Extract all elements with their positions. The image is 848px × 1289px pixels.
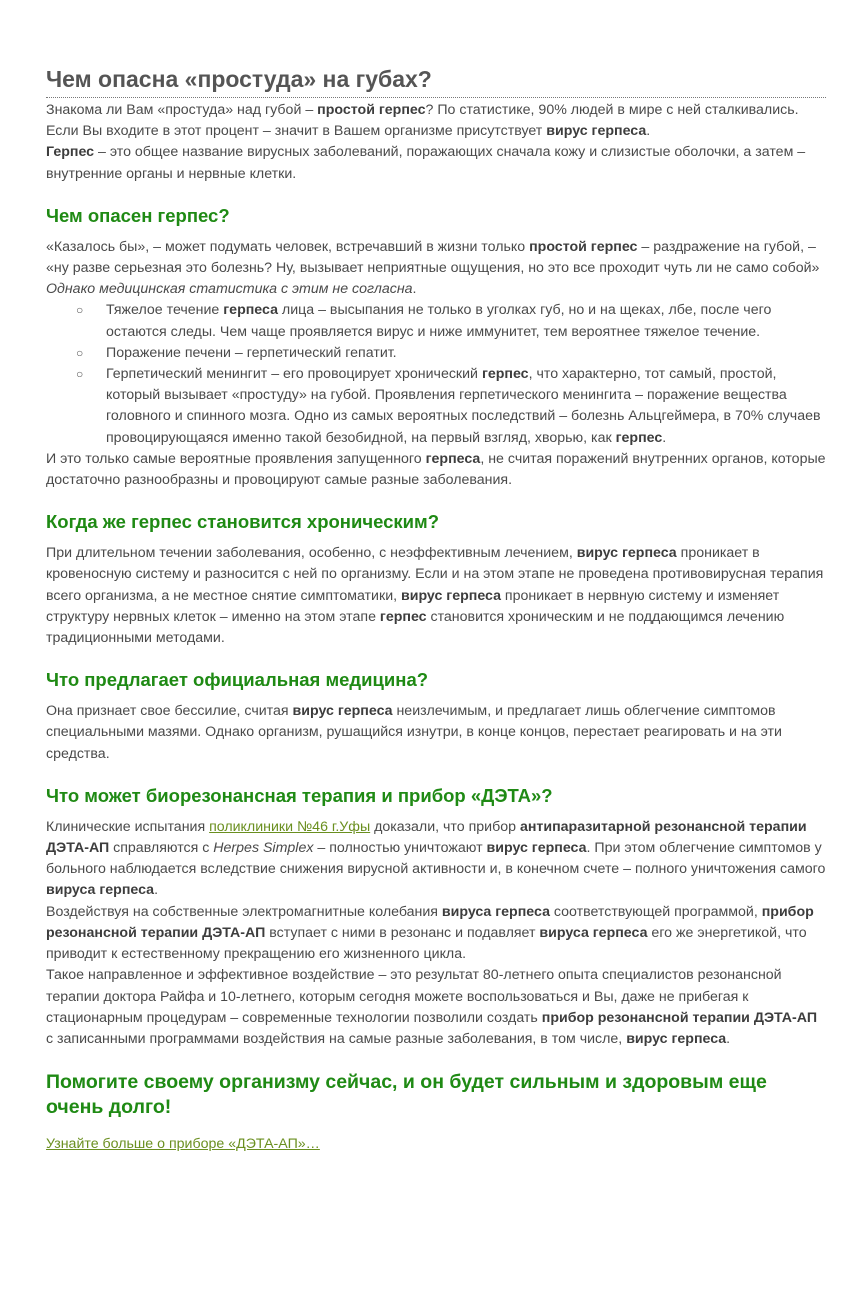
- text: , что характерно, тот самый, простой, который вызывает «простуду» на губой. Проявления герпетического менингита – поражение вещества головного и спинного мозга. Одно из самых вероятных последствий – болезнь Альцгеймера, в 70% случаев провоцирующаяся именно такой безобидной, на первый взгляд, хворью, как: [106, 366, 821, 446]
- bold-term: вируса герпеса: [441, 903, 550, 920]
- page-title: Чем опасна «простуда» на губах?: [46, 64, 826, 98]
- text: становится хроническим и не поддающимся лечению традиционными методами.: [46, 608, 785, 647]
- section4-paragraph-1: [46, 817, 826, 902]
- text: И это только самые вероятные проявления запущенного: [46, 450, 426, 467]
- bold-term: герпес: [379, 608, 427, 625]
- section4-paragraph-3: [46, 965, 826, 1050]
- list-item: [76, 300, 826, 342]
- bold-term: герпеса: [425, 450, 481, 467]
- text: При длительном течении заболевания, особенно, с неэффективным лечением,: [46, 545, 577, 562]
- text: Тяжелое течение: [106, 302, 224, 319]
- text: Клинические испытания: [46, 818, 210, 835]
- list-item: [76, 364, 826, 449]
- text: .: [662, 429, 667, 446]
- text: его же энергетикой, что приводит к естественному прекращению его жизненного цикла.: [46, 924, 807, 963]
- text: соответствующей программой,: [549, 903, 762, 920]
- text: . При этом облегчение симптомов у больного наблюдается вследствие снижения вирусной активности и, в конечном счете – полного уничтожения самого: [46, 840, 826, 878]
- list-item: [76, 343, 826, 364]
- bold-term: простой герпес: [317, 102, 426, 118]
- bold-term: прибор резонансной терапии ДЭТА-АП: [541, 1009, 818, 1026]
- text: проникает в нервную систему и изменяет структуру нервных клеток – именно на этом этапе: [46, 587, 780, 625]
- section3-paragraph: [46, 701, 826, 765]
- closing-link-paragraph: [46, 1134, 826, 1155]
- section-heading-deta: Что может биорезонансная терапия и прибор «ДЭТА»?: [46, 784, 553, 806]
- intro-paragraph: [46, 100, 826, 185]
- section-heading-danger: Чем опасен герпес?: [46, 204, 230, 226]
- bold-term: вирус герпеса: [546, 123, 647, 140]
- text: .: [646, 123, 651, 140]
- bullet-circle-icon: ○: [76, 303, 84, 318]
- bold-term: вирус герпеса: [626, 1030, 727, 1047]
- text: доказали, что прибор: [370, 818, 520, 835]
- text: Воздействуя на собственные электромагнитные колебания: [46, 903, 442, 920]
- text: проникает в кровеносную систему и разносится с ней по организму. Если и на этом этапе не проведена противовирусная терапия всего организма, а не местное снятие симптоматики,: [46, 545, 824, 604]
- bold-term: вирус герпеса: [401, 587, 501, 604]
- section1-paragraph: [46, 237, 826, 301]
- text: Поражение печени – герпетический гепатит.: [106, 344, 397, 361]
- text: вступает с ними в резонанс и подавляет: [265, 924, 540, 941]
- bold-term: герпеса: [223, 302, 278, 319]
- text: .: [154, 882, 159, 899]
- text: Она признает свое бессилие, считая: [46, 703, 293, 720]
- text: ? По статистике, 90% людей в мире с ней сталкивались. Если Вы входите в этот процент – значит в Вашем организме присутствует: [46, 102, 799, 140]
- bold-term: герпес: [481, 366, 529, 383]
- bold-term: простой герпес: [529, 238, 638, 255]
- text: справляются с: [109, 840, 214, 857]
- text: лица – высыпания не только в уголках губ, но и на щеках, лбе, после чего остаются следы. Чем чаще проявляется вирус и ниже иммунитет, тем вероятнее тяжелое течение.: [106, 302, 772, 340]
- bullet-circle-icon: ○: [76, 367, 84, 382]
- bold-term: вируса герпеса: [539, 924, 648, 941]
- learn-more-link[interactable]: Узнайте больше о приборе «ДЭТА-АП»…: [46, 1136, 320, 1153]
- text: «Казалось бы», – может подумать человек, встречавший в жизни только: [46, 238, 530, 255]
- risk-list: [46, 300, 826, 448]
- text: неизлечимым, и предлагает лишь облегчение симптомов специальными мазями. Однако организм, рушащийся изнутри, в конце концов, перестает реагировать и на эти средства.: [46, 703, 782, 762]
- text: .: [412, 281, 417, 298]
- bold-term: прибор резонансной терапии ДЭТА-АП: [46, 903, 814, 941]
- text: Герпетический менингит – его провоцирует хронический: [106, 366, 482, 383]
- section-heading-chronic: Когда же герпес становится хроническим?: [46, 511, 440, 533]
- bold-term: вирус герпеса: [576, 545, 677, 562]
- closing-heading: Помогите своему организму сейчас, и он будет сильным и здоровым еще очень долго!: [46, 1071, 767, 1119]
- bullet-circle-icon: ○: [76, 345, 84, 360]
- text: Знакома ли Вам «простуда» над губой –: [46, 102, 318, 118]
- italic-note: Однако медицинская статистика с этим не согласна: [46, 281, 413, 298]
- text: – раздражение на губой, – «ну разве серьезная это болезнь? Ну, вызывает неприятные ощущения, но это все проходит чуть ли не само собой»: [46, 238, 820, 277]
- text: .: [726, 1030, 731, 1047]
- bold-term: вируса герпеса: [46, 882, 155, 899]
- text: – полностью уничтожают: [313, 840, 487, 857]
- bold-term: вирус герпеса: [292, 703, 393, 720]
- clinic-link[interactable]: поликлиники №46 г.Уфы: [209, 818, 371, 835]
- italic-term: Herpes Simplex: [213, 840, 314, 857]
- bold-term: антипаразитарной резонансной терапии ДЭТА-АП: [46, 818, 807, 857]
- section-heading-medicine: Что предлагает официальная медицина?: [46, 669, 429, 691]
- text: Такое направленное и эффективное воздействие – это результат 80-летнего опыта специалистов резонансной терапии доктора Райфа и 10-летнего, которым сегодня можете воспользоваться и Вы, даже не прибегая к стационарным процедурам – современные технологии позволили создать: [46, 967, 782, 1026]
- section4-paragraph-2: [46, 902, 826, 966]
- text: – это общее название вирусных заболеваний, поражающих сначала кожу и слизистые оболочки, а затем – внутренние органы и нервные клетки.: [46, 144, 806, 182]
- bold-term: герпес: [615, 429, 663, 446]
- bold-term: Герпес: [46, 144, 95, 161]
- text: , не считая поражений внутренних органов, которые достаточно разнообразны и провоцируют самые разные заболевания.: [46, 450, 826, 489]
- text: с записанными программами воздействия на самые разные заболевания, в том числе,: [46, 1030, 627, 1047]
- bold-term: вирус герпеса: [486, 840, 587, 857]
- section2-paragraph: [46, 543, 826, 649]
- article: [46, 64, 826, 1155]
- section1-conclusion: [46, 449, 826, 491]
